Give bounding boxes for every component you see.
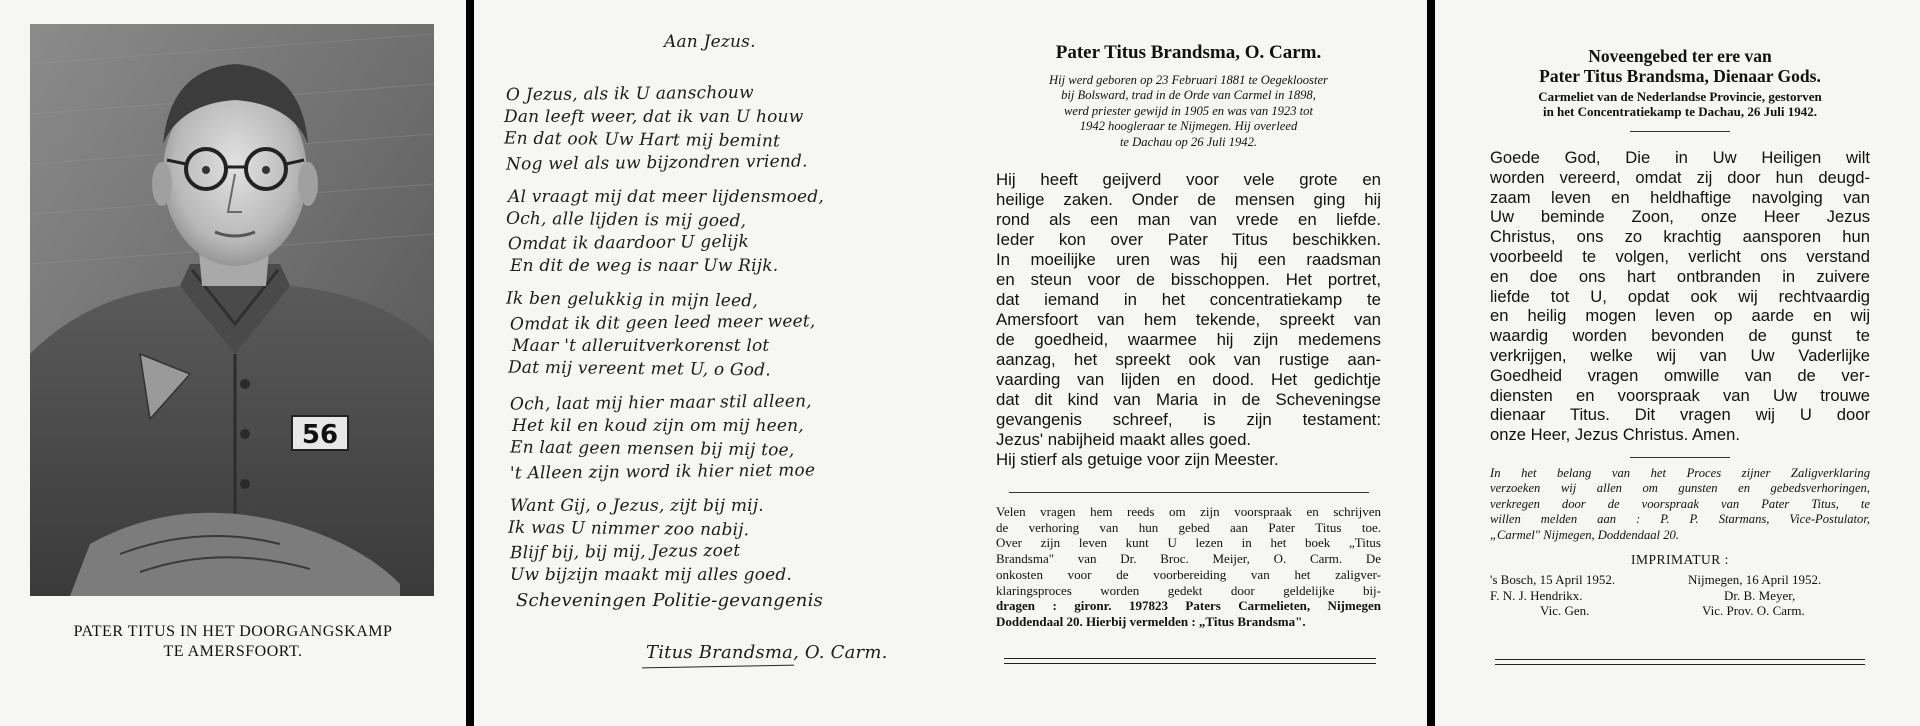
bio-intro-line: Hij werd geboren op 23 Februari 1881 te Oegeklooster [1049, 73, 1328, 87]
prayer-note-line: verkregen door de voorspraak van Pater Titus, te [1490, 496, 1870, 511]
bio-intro-line: werd priester gewijd in 1905 en was van 1923 tot [1064, 103, 1313, 118]
prayer-body-line: en doe ons hart ontbranden in zuivere [1490, 266, 1870, 286]
portrait-drawing [30, 24, 434, 596]
prayer-body-line: Christus, ons zo krachtig aansporen hun [1490, 227, 1870, 247]
poem-line: 't Alleen zijn word ik hier niet moe [509, 460, 816, 484]
bio-body-line: de goedheid, waarmee hij zijn medemens [996, 330, 1381, 350]
prayer-note-line: willen melden aan : P. P. Starmans, Vice-Postulator, [1490, 512, 1870, 527]
bio-note-line: Velen vragen hem reeds om zijn voorspraak en schrijven [996, 504, 1381, 520]
poem-line: Al vraagt mij dat meer lijdensmoed, [508, 187, 824, 207]
bio-body-line: dat dit kind van Maria in de Scheveningse [996, 390, 1381, 410]
divider [1630, 131, 1730, 132]
imprimatur-heading: IMPRIMATUR : [1631, 552, 1729, 568]
poem-line: Och, alle lijden is mij goed, [505, 208, 747, 232]
prayer-subtitle-line: Carmeliet van de Nederlandse Provincie, gestorven [1538, 89, 1822, 104]
poem-line: Omdat ik daardoor U gelijk [507, 231, 750, 255]
poem-line: Het kil en koud zijn om mij heen, [512, 416, 804, 436]
approval-line: F. N. J. Hendrikx. [1490, 587, 1583, 603]
approval-line: 's Bosch, 15 April 1952. [1490, 572, 1616, 588]
approval-line: Vic. Prov. O. Carm. [1702, 603, 1805, 619]
prayer-title [1490, 46, 1870, 86]
poem-line: Ik ben gelukkig in mijn leed, [505, 288, 759, 312]
poem-title: Aan Jezus. [664, 32, 756, 52]
prayer-body-line: verkrijgen, welke wij van Uw Vaderlijke [1490, 345, 1870, 365]
bio-note-line: de verhoring van hun gebed aan Pater Titus toe. [996, 519, 1381, 535]
novena-prayer [1490, 46, 1870, 634]
bio-note-line: dragen : gironr. 197823 Paters Carmelieten, Nijmegen [996, 598, 1381, 614]
bio-note-line: klaringsproces worden gedekt door geldelijke bij- [996, 582, 1381, 598]
prayer-note [1490, 466, 1870, 544]
poem-line: Dan leeft weer, dat ik van U houw [504, 107, 804, 127]
bio-body-line: gevangenis schreef, is zijn testament: [996, 410, 1381, 430]
bio-body-line: dat iemand in het concentratiekamp te [996, 290, 1381, 310]
poem-line: Ik was U nimmer zoo nabij. [507, 517, 750, 541]
bio-body-line: In moeilijke uren was hij een raadsman [996, 250, 1381, 270]
poem-line: Uw bijzijn maakt mij alles goed. [510, 565, 793, 585]
caption-line: TE AMERSFOORT. [163, 643, 303, 660]
approval-line: Nijmegen, 16 April 1952. [1688, 572, 1822, 588]
approval-bosch [1490, 572, 1615, 619]
prayer-title-line: Noveengebed ter ere van [1588, 46, 1772, 66]
bio-body [996, 170, 1381, 470]
bio-intro [996, 73, 1381, 150]
portrait-caption [0, 622, 466, 662]
prayer-body-line: Uw beminde Zoon, onze Heer Jezus [1490, 207, 1870, 227]
poem-line: Och, laat mij hier maar stil alleen, [509, 391, 812, 415]
divider [1630, 457, 1730, 458]
poem-line: Blijf bij, bij mij, Jezus zoet [509, 540, 741, 564]
approval-line: Vic. Gen. [1540, 603, 1590, 619]
bio-note-line: Doddendaal 20. Hierbij vermelden : „Titus Brandsma". [996, 613, 1306, 629]
approval-nijmegen [1688, 572, 1821, 619]
prayer-body-line: onze Heer, Jezus Christus. Amen. [1490, 425, 1740, 445]
prayer-body-line: liefde tot U, opdat ook wij rechtvaardig [1490, 286, 1870, 306]
bio-intro-line: 1942 hoogleraar te Nijmegen. Hij overleed [1079, 119, 1298, 134]
prayer-body-line: worden vereerd, omdat zij door hun deugd- [1490, 167, 1870, 187]
poem-line: En laat geen mensen bij mij toe, [509, 437, 795, 461]
poem-line: Nog wel als uw bijzondren vriend. [505, 151, 808, 175]
bio-body-line: aanzag, het spreekt ook van rustige aan- [996, 350, 1381, 370]
prayer-subtitle [1490, 89, 1870, 119]
poem-line: Omdat ik dit geen leed meer weet, [509, 311, 816, 335]
bio-note-line: onkosten voor de voorbereiding van het zaligver- [996, 566, 1381, 582]
poem-signature: Titus Brandsma, O. Carm. [646, 642, 888, 663]
approval-line: Dr. B. Meyer, [1724, 587, 1796, 603]
approvals [1490, 572, 1870, 634]
bio-body-line: vaarding van lijden en dood. Het gedichtje [996, 370, 1381, 390]
prayer-body-line: diensten en voorspraak van Uw trouwe [1490, 385, 1870, 405]
bio-body-line: Hij stierf als getuige voor zijn Meester. [996, 450, 1279, 470]
poem-line: Dat mij vereent met U, o God. [507, 357, 771, 381]
bio-body-line: heilige zaken. Onder de mensen ging hij [996, 190, 1381, 210]
prayer-body-line: en heilig mogen leven op aarde en wij [1490, 306, 1870, 326]
double-rule [1495, 659, 1865, 665]
poem-line: Maar 't alleruitverkorenst lot [512, 336, 770, 356]
prayer-title-line: Pater Titus Brandsma, Dienaar Gods. [1539, 66, 1821, 86]
bio-title: Pater Titus Brandsma, O. Carm. [1055, 42, 1322, 63]
double-rule [1004, 658, 1376, 664]
handwritten-poem [488, 0, 968, 726]
bio-body-line: en steun voor de bisschoppen. Het portret, [996, 270, 1381, 290]
bio-note [996, 504, 1381, 630]
poem-line: Want Gij, o Jezus, zijt bij mij. [510, 496, 764, 516]
bio-body-line: rond als een man van vrede en liefde. [996, 210, 1381, 230]
prayer-body-line: voorbeeld te volgen, verlicht ons verstand [1490, 246, 1870, 266]
bio-body-line: Hij heeft geijverd voor vele grote en [996, 170, 1381, 190]
prayer-note-line: verzoeken wij allen om gunsten en gebedsverhoringen, [1490, 481, 1870, 496]
biography-card [474, 0, 1427, 726]
poem-line: En dit de weg is naar Uw Rijk. [510, 256, 779, 276]
portrait-card [0, 0, 466, 726]
bio-body-line: Amersfoort van hem tekende, spreekt van [996, 310, 1381, 330]
divider [1009, 492, 1369, 493]
prayer-body-line: waardig worden bevonden de gunst te [1490, 326, 1870, 346]
prayer-body [1490, 148, 1870, 445]
poem-line: En dat ook Uw Hart mij bemint [503, 128, 781, 152]
caption-line: PATER TITUS IN HET DOORGANGSKAMP [73, 623, 393, 640]
bio-body-line: Ieder kon over Pater Titus beschikken. [996, 230, 1381, 250]
svg-text:56: 56 [301, 420, 339, 450]
bio-body-line: Jezus' nabijheid maakt alles goed. [996, 430, 1252, 450]
bio-intro-line: bij Bolsward, trad in de Orde van Carmel in 1898, [1061, 88, 1316, 103]
prayer-note-line: In het belang van het Proces zijner Zaligverklaring [1490, 465, 1870, 480]
poem-place: Scheveningen Politie-gevangenis [516, 590, 823, 611]
bio-note-line: Brandsma" van Dr. Broc. Meijer, O. Carm. De [996, 551, 1381, 567]
prayer-card [1435, 0, 1920, 726]
prayer-body-line: dienaar Titus. Dit vragen wij U door [1490, 405, 1870, 425]
prayer-note-line: „Carmel" Nijmegen, Doddendaal 20. [1490, 527, 1679, 542]
prayer-body-line: Goede God, Die in Uw Heiligen wilt [1490, 148, 1870, 167]
bio-note-line: Over zijn leven kunt U lezen in het boek „Titus [996, 535, 1381, 551]
signature-underline [642, 665, 794, 669]
prayer-body-line: Goedheid vragen omwille van de ver- [1490, 365, 1870, 385]
biography [996, 42, 1381, 630]
prayer-subtitle-line: in het Concentratiekamp te Dachau, 26 Juli 1942. [1542, 104, 1818, 119]
prayer-body-line: zaam leven en heldhaftige navolging van [1490, 187, 1870, 207]
bio-intro-line: te Dachau op 26 Juli 1942. [1119, 134, 1258, 149]
poem-line: O Jezus, als ik U aanschouw [505, 82, 754, 106]
